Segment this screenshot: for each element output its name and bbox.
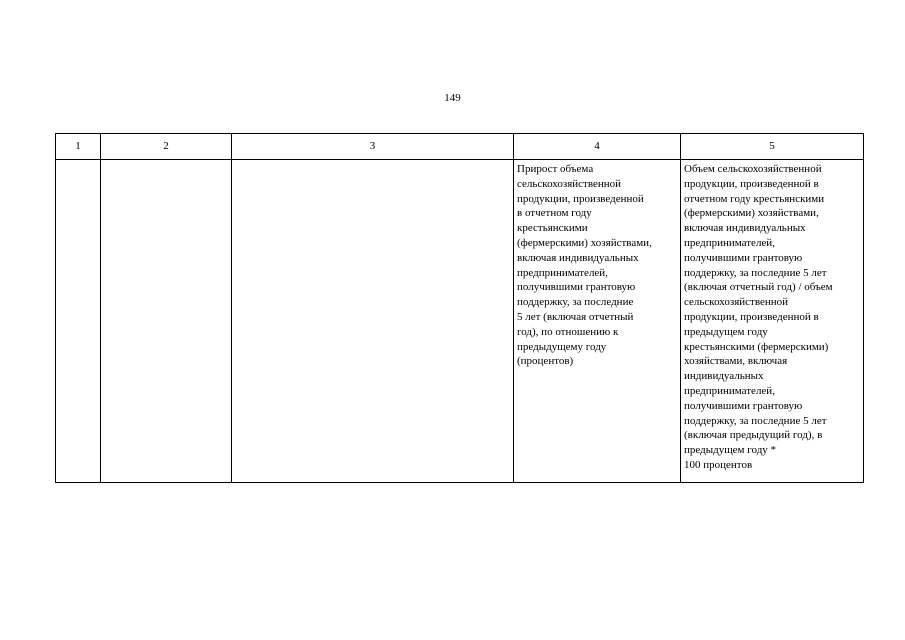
cell-text-3 xyxy=(232,160,513,162)
indicator-table xyxy=(55,133,864,483)
column-header-5: 5 xyxy=(681,134,864,160)
column-header-3: 3 xyxy=(232,134,514,160)
table-cell-3 xyxy=(232,160,514,483)
table-cell-4 xyxy=(514,160,681,483)
cell-text-2 xyxy=(101,160,231,162)
calculation-formula-text: Объем сельскохозяйственной продукции, произведенной в отчетном году крестьянскими (фермерскими) хозяйствами, включая индивидуальных предпринимателей, получившими грантовую поддержку, за последние 5 лет (включая отчетный год) / объем сельскохозяйственной продукции, произведенной в предыдущем году крестьянскими (фермерскими) хозяйствами, включая индивидуальных предпринимателей, получившими грантовую поддержку, за последние 5 лет (включая предыдущий год), в предыдущем году * 100 процентов xyxy=(684,163,833,471)
table-cell-2 xyxy=(101,160,232,483)
column-header-2: 2 xyxy=(101,134,232,160)
table-cell-1 xyxy=(56,160,101,483)
column-header-1: 1 xyxy=(56,134,101,160)
cell-text-1 xyxy=(56,160,100,162)
indicator-name-text: Прирост объема сельскохозяйственной продукции, произведенной в отчетном году крестьянскими (фермерскими) хозяйствами, включая индивидуальных предпринимателей, получившими грантовую поддержку, за последние 5 лет (включая отчетный год), по отношению к предыдущему году (процентов) xyxy=(517,163,652,368)
table-cell-5 xyxy=(681,160,864,483)
table-header-row xyxy=(56,134,864,160)
column-header-4: 4 xyxy=(514,134,681,160)
table-row xyxy=(56,160,864,483)
page-number: 149 xyxy=(444,92,461,104)
